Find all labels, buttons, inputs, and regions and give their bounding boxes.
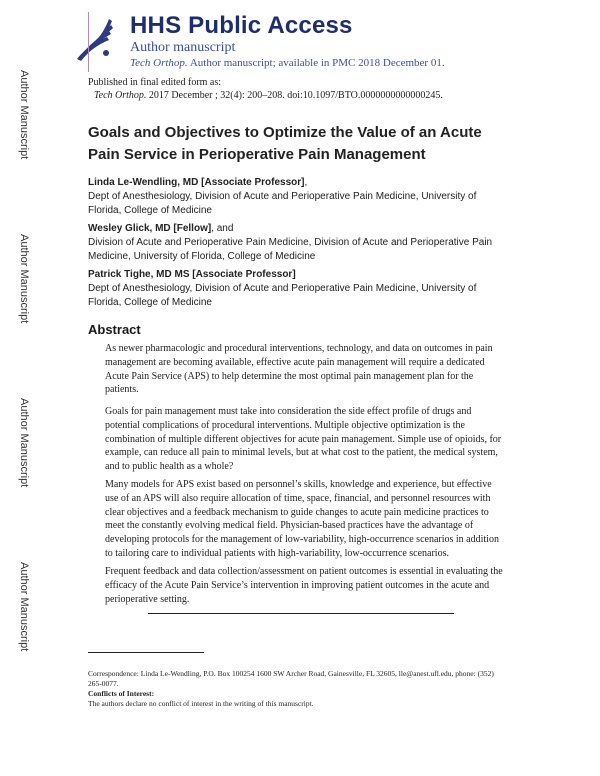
author-manuscript-margin-label: Author Manuscript — [18, 234, 30, 324]
article-title: Goals and Objectives to Optimize the Value of an Acute Pain Service in Perioperative Pain Management — [88, 124, 482, 163]
author-manuscript-margin-label: Author Manuscript — [18, 70, 30, 160]
citation — [88, 89, 443, 102]
author-name: Wesley Glick, MD [Fellow] — [88, 223, 212, 234]
citation-journal: Tech Orthop. — [94, 90, 147, 101]
abstract-heading: Abstract — [88, 322, 141, 337]
author-suffix: , — [304, 177, 308, 188]
abstract-paragraph: Frequent feedback and data collection/assessment on patient outcomes is essential in evaluating the efficacy of the Acute Pain Service’s intervention in improving patient outcomes in the acute and perioperative setting. — [105, 566, 503, 605]
author-affiliation: Division of Acute and Perioperative Pain Medicine, Division of Acute and Perioperative Pain Medicine, University of Florida, College of Medicine — [88, 237, 493, 262]
hhs-public-access-title: HHS Public Access — [130, 12, 353, 39]
abstract-paragraph: As newer pharmacologic and procedural interventions, technology, and data on outcomes in pain management are becoming available, effective acute pain management will require a dedicated Acute Pain Service (APS) to help determine the most optimal pain management plan for the patients. — [105, 343, 493, 396]
hhs-eagle-logo-icon — [73, 15, 117, 65]
author-name: Patrick Tighe, MD MS [Associate Professor] — [88, 269, 296, 280]
abstract-paragraph: Many models for APS exist based on personnel’s skills, knowledge and experience, but effective use of an APS will also require allocation of time, space, financial, and personnel resources with clear objectives and a feedback mechanism to guide changes to acute pain medicine practices to meet the constantly evolving medical field. Physician-based practices have the advantage of developing protocols for the management of low-variability, high-occurrence scenarios in addition to tailoring care to individual patients with high-variability, low-occurrence scenarios. — [105, 479, 499, 559]
author-manuscript-subtitle: Author manuscript — [130, 40, 236, 55]
published-label: Published in final edited form as: — [88, 77, 222, 88]
abstract-paragraph: Goals for pain management must take into consideration the side effect profile of drugs and potential complications of procedural interventions. Multiple objective optimization is the combination of multiple different objectives for acute pain management. Simple use of opioids, for example, can reduce all pain to minimal levels, but at what cost to the patient, the medical system, and to public health as a whole? — [105, 406, 502, 473]
header-divider — [88, 12, 89, 72]
author-suffix: , and — [211, 223, 234, 234]
availability-line — [130, 57, 445, 69]
correspondence-footnote: Correspondence: Linda Le-Wendling, P.O. Box 100254 1600 SW Archer Road, Gainesville, FL 32605, lle@anest.ufl.edu, phone: (352) 265-0077. — [88, 669, 494, 688]
publication-info — [88, 76, 443, 102]
section-divider — [148, 613, 454, 614]
conflicts-footnote — [88, 689, 508, 709]
author-block — [88, 268, 508, 310]
availability-text: Author manuscript; available in PMC 2018 December 01. — [189, 57, 445, 69]
author-affiliation: Dept of Anesthesiology, Division of Acute and Perioperative Pain Medicine, University of Florida, College of Medicine — [88, 191, 477, 216]
author-manuscript-margin-label: Author Manuscript — [18, 398, 30, 488]
author-block — [88, 176, 508, 218]
author-name: Linda Le-Wendling, MD [Associate Professor] — [88, 177, 305, 188]
author-affiliation: Dept of Anesthesiology, Division of Acute and Perioperative Pain Medicine, University of Florida, College of Medicine — [88, 283, 477, 308]
conflicts-text: The authors declare no conflict of interest in the writing of this manuscript. — [88, 699, 314, 708]
footnote-divider — [88, 652, 204, 653]
author-block — [88, 222, 508, 264]
conflicts-heading: Conflicts of Interest: — [88, 689, 155, 698]
author-manuscript-margin-label: Author Manuscript — [18, 562, 30, 652]
journal-name: Tech Orthop. — [130, 57, 188, 69]
citation-details: 2017 December ; 32(4): 200–208. doi:10.1097/BTO.0000000000000245. — [148, 90, 443, 101]
